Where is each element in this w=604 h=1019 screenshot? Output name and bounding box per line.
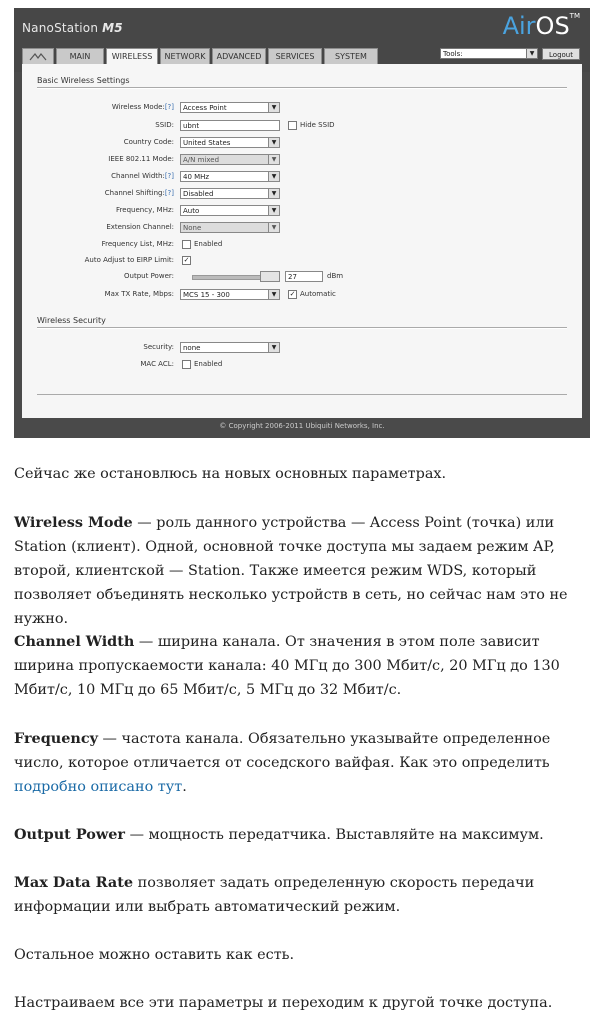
channel-width-select[interactable]: 40 MHz ▼	[180, 171, 280, 182]
row-mac-acl	[22, 359, 582, 371]
row-wireless-mode	[22, 102, 582, 114]
row-security	[22, 342, 582, 354]
footer-divider	[37, 394, 567, 395]
paragraph-rest: Остальное можно оставить как есть.	[14, 947, 295, 963]
chevron-down-icon: ▼	[268, 172, 279, 181]
row-frequency-list	[22, 239, 582, 251]
paragraph-output-power	[14, 823, 594, 847]
frequency-list-enabled-label: Enabled	[194, 240, 223, 248]
ubnt-logo-icon	[29, 52, 47, 61]
chevron-down-icon: ▼	[268, 138, 279, 147]
copyright: © Copyright 2006-2011 Ubiquiti Networks, Inc.	[219, 422, 385, 430]
output-power-input[interactable]: 27	[285, 271, 323, 282]
basic-section-title: Basic Wireless Settings	[37, 76, 130, 85]
row-output-power	[22, 271, 582, 283]
device-brand	[22, 21, 123, 35]
security-label: Security:	[143, 343, 174, 351]
help-link[interactable]: [?]	[164, 103, 174, 111]
row-frequency	[22, 205, 582, 217]
section-divider	[37, 327, 567, 329]
ssid-input[interactable]: ubnt	[180, 120, 280, 131]
row-ssid	[22, 120, 582, 132]
ieee-label: IEEE 802.11 Mode:	[108, 155, 174, 163]
chevron-down-icon: ▼	[268, 343, 279, 352]
row-ieee-mode	[22, 154, 582, 166]
tab-services[interactable]: SERVICES	[268, 48, 322, 64]
tools-dropdown[interactable]	[440, 48, 538, 59]
frequency-list-checkbox[interactable]	[182, 240, 191, 249]
paragraph-intro: Сейчас же остановлюсь на новых основных параметрах.	[14, 466, 447, 482]
ieee-mode-select[interactable]: A/N mixed ▼	[180, 154, 280, 165]
security-section-title: Wireless Security	[37, 316, 106, 325]
security-select[interactable]: none ▼	[180, 342, 280, 353]
frequency-select[interactable]: Auto ▼	[180, 205, 280, 216]
paragraph-wireless-mode	[14, 511, 594, 631]
paragraph-max-data-rate	[14, 871, 594, 919]
logout-button[interactable]: Logout	[542, 48, 580, 60]
output-power-unit: dBm	[327, 272, 344, 280]
paragraph-final: Настраиваем все эти параметры и переходим к другой точке доступа.	[14, 995, 553, 1011]
extension-channel-select[interactable]: None ▼	[180, 222, 280, 233]
term-frequency: Frequency	[14, 730, 98, 747]
row-max-tx-rate	[22, 289, 582, 301]
chevron-down-icon: ▼	[268, 290, 279, 299]
text-frequency: — частота канала. Обязательно указывайте определенное число, которое отличается от соседского вайфая. Как это определить	[14, 731, 551, 771]
channel-shifting-label: Channel Shifting:[?]	[104, 189, 174, 197]
brand-name: NanoStation	[22, 21, 99, 35]
logo-air: Air	[502, 12, 536, 40]
chevron-down-icon: ▼	[268, 223, 279, 232]
paragraph-frequency	[14, 727, 594, 799]
term-output-power: Output Power	[14, 826, 125, 843]
logo-os: OS	[535, 12, 570, 40]
eirp-checkbox[interactable]: ✓	[183, 256, 190, 264]
tab-bar	[22, 48, 380, 64]
chevron-down-icon: ▼	[268, 103, 279, 112]
tab-main[interactable]: MAIN	[56, 48, 104, 64]
wireless-panel	[22, 64, 582, 418]
text-channel-width: — ширина канала. От значения в этом поле зависит ширина пропускаемости канала: 40 МГц до 300 Мбит/с, 20 МГц до 130 Мбит/с, 10 МГц до 65 Мбит/с, 5 МГц до 32 Мбит/с.	[14, 634, 560, 698]
frequency-label: Frequency, MHz:	[116, 206, 174, 214]
frequency-list-label: Frequency List, MHz:	[101, 240, 174, 248]
slider-handle[interactable]	[260, 271, 280, 282]
channel-shifting-select[interactable]: Disabled ▼	[180, 188, 280, 199]
text-output-power: — мощность передатчика. Выставляйте на максимум.	[125, 827, 544, 843]
mac-acl-label: MAC ACL:	[140, 360, 174, 368]
row-channel-width	[22, 171, 582, 183]
paragraph-channel-width	[14, 630, 594, 702]
max-tx-select[interactable]: MCS 15 - 300 ▼	[180, 289, 280, 300]
help-link[interactable]: [?]	[164, 189, 174, 197]
chevron-down-icon: ▼	[268, 189, 279, 198]
term-channel-width: Channel Width	[14, 633, 135, 650]
text-frequency-end: .	[182, 779, 187, 795]
text-wireless-mode: — роль данного устройства — Access Point (точка) или Station (клиент). Одной, основной точке доступа мы задаем режим AP, второй, клиентской — Station. Также имеется режим WDS, который позволяет объединять несколько устройств в сеть, но сейчас нам это не нужно.	[14, 515, 568, 627]
mac-acl-enabled-label: Enabled	[194, 360, 223, 368]
tab-ubnt-logo[interactable]	[22, 48, 54, 64]
country-label: Country Code:	[123, 138, 174, 146]
logo-tm: TM	[569, 12, 580, 20]
chevron-down-icon: ▼	[268, 206, 279, 215]
wireless-mode-select[interactable]: Access Point ▼	[180, 102, 280, 113]
row-extension-channel	[22, 222, 582, 234]
hide-ssid-label: Hide SSID	[300, 121, 335, 129]
term-wireless-mode: Wireless Mode	[14, 514, 133, 531]
brand-model: M5	[102, 21, 123, 35]
text-max-data-rate: позволяет задать определенную скорость передачи информации или выбрать автоматический режим.	[14, 875, 535, 915]
tab-network[interactable]: NETWORK	[160, 48, 210, 64]
hide-ssid-checkbox[interactable]	[288, 121, 297, 130]
wireless-mode-label: Wireless Mode:[?]	[111, 103, 174, 111]
channel-width-label: Channel Width:[?]	[111, 172, 174, 180]
max-tx-label: Max TX Rate, Mbps:	[104, 290, 174, 298]
airos-header	[14, 8, 590, 72]
tab-advanced[interactable]: ADVANCED	[212, 48, 266, 64]
tab-wireless[interactable]: WIRELESS	[106, 48, 158, 65]
row-channel-shifting	[22, 188, 582, 200]
automatic-checkbox[interactable]: ✓	[289, 290, 296, 298]
mac-acl-checkbox[interactable]	[182, 360, 191, 369]
airos-screenshot	[14, 8, 590, 438]
row-country	[22, 137, 582, 149]
term-max-data-rate: Max Data Rate	[14, 874, 134, 891]
automatic-label: Automatic	[300, 290, 336, 298]
tools-label: Tools:	[443, 50, 463, 58]
extension-channel-label: Extension Channel:	[106, 223, 174, 231]
details-link[interactable]: подробно описано тут	[14, 779, 183, 795]
chevron-down-icon: ▼	[526, 49, 537, 58]
country-select[interactable]: United States ▼	[180, 137, 280, 148]
chevron-down-icon: ▼	[268, 155, 279, 164]
tab-system[interactable]: SYSTEM	[324, 48, 378, 64]
row-eirp	[22, 255, 582, 267]
output-power-label: Output Power:	[124, 272, 174, 280]
help-link[interactable]: [?]	[164, 172, 174, 180]
ssid-label: SSID:	[155, 121, 174, 129]
section-divider	[37, 87, 567, 89]
eirp-label: Auto Adjust to EIRP Limit:	[84, 256, 174, 264]
airos-logo	[503, 12, 580, 40]
